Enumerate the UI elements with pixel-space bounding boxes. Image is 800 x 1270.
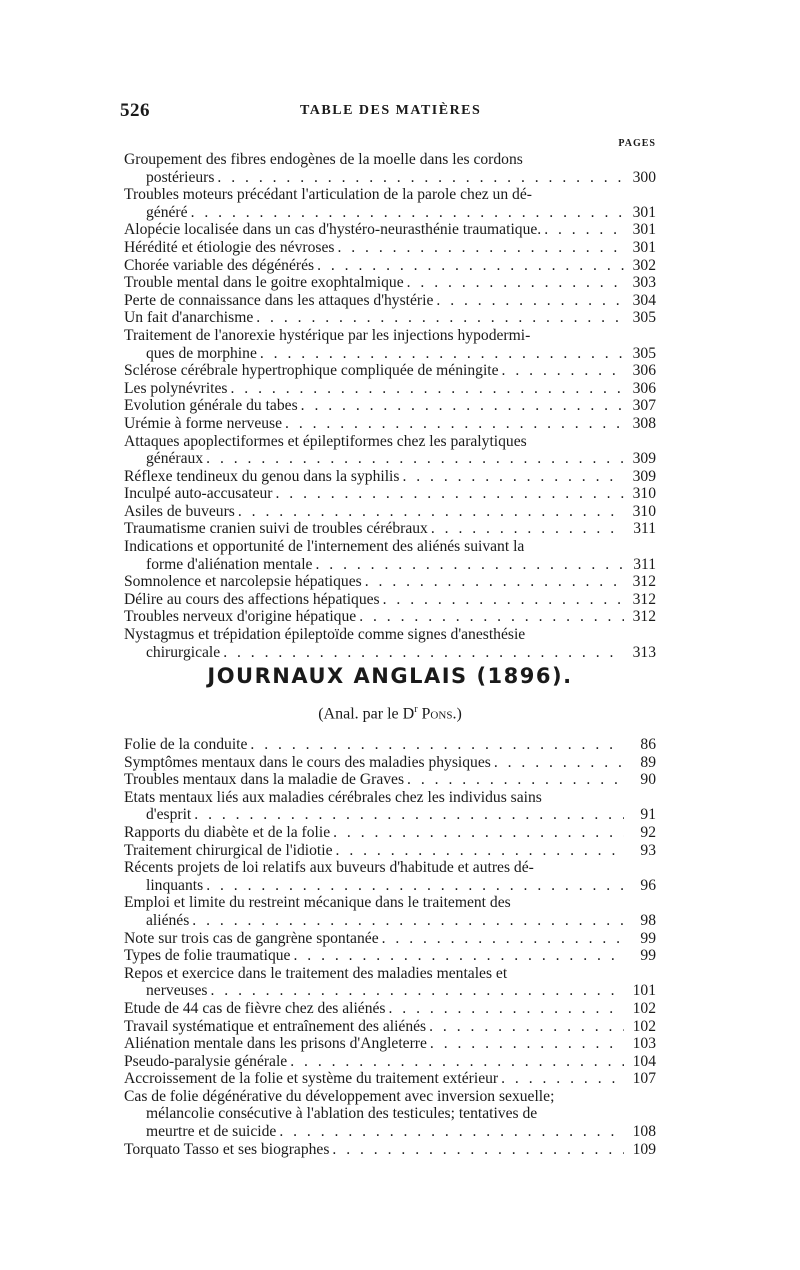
- toc-entry: [124, 380, 656, 398]
- toc-entry: [124, 608, 656, 626]
- toc-entry-title-line: Les polynévrites: [124, 379, 228, 397]
- toc-entry: [124, 754, 656, 772]
- toc-entry-last-line: [124, 257, 656, 275]
- toc-entry-last-line: [124, 292, 656, 310]
- subtitle-author: Pons: [421, 705, 453, 723]
- toc-page-number: 102: [632, 1017, 656, 1035]
- toc-entry: [124, 789, 656, 824]
- table-of-contents-part-1: [124, 151, 656, 661]
- toc-entry-title-line: Cas de folie dégénérative du développement avec inversion sexuelle;: [124, 1087, 555, 1105]
- dot-leader: [312, 556, 624, 574]
- dot-leader: [362, 573, 624, 591]
- toc-entry-last-line: [124, 415, 656, 433]
- dot-leader: [214, 169, 624, 187]
- toc-page-number: 301: [632, 238, 656, 256]
- dot-leader: [427, 1035, 624, 1053]
- toc-entry-last-line: [124, 485, 656, 503]
- toc-entry: [124, 591, 656, 609]
- toc-entry-title-line: meurtre et de suicide: [146, 1123, 277, 1141]
- toc-entry-title-line: Traitement de l'anorexie hystérique par les injections hypodermi-: [124, 326, 531, 344]
- dot-leader: [404, 771, 624, 789]
- toc-entry-title-line: Types de folie traumatique: [124, 947, 291, 965]
- toc-entry: [124, 573, 656, 591]
- toc-entry-title-line: Etats mentaux liés aux maladies cérébrales chez les individus sains: [124, 788, 542, 806]
- page-number: 526: [120, 100, 150, 121]
- toc-entry: [124, 824, 656, 842]
- dot-leader: [541, 221, 624, 239]
- toc-entry-title-line: Traitement chirurgical de l'idiotie: [124, 841, 333, 859]
- toc-entry-title-line: Réflexe tendineux du genou dans la syphilis: [124, 467, 400, 485]
- toc-entry-last-line: [124, 239, 656, 257]
- toc-entry: [124, 894, 656, 929]
- toc-entry-last-line: [124, 345, 656, 363]
- toc-entry-last-line: [124, 397, 656, 415]
- toc-page-number: 92: [640, 823, 656, 841]
- toc-page-number: 303: [632, 274, 656, 292]
- toc-entry: [124, 468, 656, 486]
- toc-entry-title-line: ques de morphine: [146, 344, 257, 362]
- table-of-contents-part-2: [124, 736, 656, 1158]
- toc-page-number: 99: [640, 929, 656, 947]
- toc-entry-title-line: Somnolence et narcolepsie hépatiques: [124, 573, 362, 591]
- dot-leader: [191, 806, 624, 824]
- dot-leader: [276, 1123, 624, 1141]
- toc-page-number: 306: [632, 379, 656, 397]
- toc-entry-last-line: [124, 169, 656, 187]
- toc-entry-title-line: Hérédité et étiologie des névroses: [124, 238, 335, 256]
- toc-entry-last-line: [124, 608, 656, 626]
- toc-entry-title-line: Perte de connaissance dans les attaques d'hystérie: [124, 291, 434, 309]
- section-title: JOURNAUX ANGLAIS (1896).: [207, 664, 573, 688]
- dot-leader: [207, 982, 624, 1000]
- toc-entry-last-line: [124, 362, 656, 380]
- dot-leader: [235, 503, 624, 521]
- toc-entry-last-line: [124, 221, 656, 239]
- toc-entry: [124, 433, 656, 468]
- page-header: [120, 100, 640, 122]
- toc-entry: [124, 626, 656, 661]
- toc-entry-last-line: [124, 520, 656, 538]
- dot-leader: [333, 842, 624, 860]
- dot-leader: [356, 608, 624, 626]
- toc-entry: [124, 1000, 656, 1018]
- dot-leader: [228, 380, 625, 398]
- toc-entry-title-line: Alopécie localisée dans un cas d'hystéro-neurasthénie traumatique.: [124, 221, 542, 239]
- toc-entry-title-line: nerveuses: [146, 982, 208, 1000]
- toc-entry-last-line: [124, 644, 656, 662]
- toc-entry-last-line: [124, 1053, 656, 1071]
- dot-leader: [380, 591, 624, 609]
- toc-page-number: 300: [632, 168, 656, 186]
- toc-page-number: 103: [632, 1035, 656, 1053]
- toc-entry-last-line: [124, 468, 656, 486]
- toc-entry-last-line: [124, 982, 656, 1000]
- toc-entry-last-line: [124, 754, 656, 772]
- toc-page-number: 311: [633, 520, 656, 538]
- toc-entry-last-line: [124, 573, 656, 591]
- toc-entry-title-line: Délire au cours des affections hépatiques: [124, 590, 380, 608]
- toc-entry-last-line: [124, 842, 656, 860]
- toc-page-number: 301: [632, 221, 656, 239]
- toc-entry-title-line: Aliénation mentale dans les prisons d'Angleterre: [124, 1035, 427, 1053]
- toc-entry-last-line: [124, 877, 656, 895]
- toc-page-number: 304: [632, 291, 656, 309]
- toc-entry-last-line: [124, 1035, 656, 1053]
- toc-page-number: 109: [632, 1140, 656, 1158]
- toc-entry-title-line: chirurgicale: [146, 643, 221, 661]
- toc-page-number: 305: [632, 344, 656, 362]
- toc-entry: [124, 397, 656, 415]
- toc-page-number: 309: [632, 450, 656, 468]
- toc-entry: [124, 947, 656, 965]
- toc-entry: [124, 239, 656, 257]
- toc-entry-title-line: Chorée variable des dégénérés: [124, 256, 315, 274]
- toc-entry-last-line: [124, 556, 656, 574]
- toc-entry: [124, 257, 656, 275]
- toc-entry-last-line: [124, 591, 656, 609]
- toc-entry: [124, 292, 656, 310]
- dot-leader: [491, 754, 624, 772]
- toc-page-number: 305: [632, 309, 656, 327]
- toc-entry: [124, 1018, 656, 1036]
- toc-entry: [124, 1035, 656, 1053]
- toc-page-number: 306: [632, 362, 656, 380]
- dot-leader: [314, 257, 624, 275]
- toc-entry-title-line: Rapports du diabète et de la folie: [124, 823, 331, 841]
- toc-page-number: 89: [640, 753, 656, 771]
- toc-entry: [124, 859, 656, 894]
- dot-leader: [203, 450, 624, 468]
- toc-page-number: 302: [632, 256, 656, 274]
- toc-entry-last-line: [124, 947, 656, 965]
- toc-entry-title-line: Evolution générale du tabes: [124, 397, 298, 415]
- pages-column-label: PAGES: [618, 138, 656, 149]
- toc-page-number: 301: [632, 203, 656, 221]
- toc-page-number: 99: [640, 947, 656, 965]
- dot-leader: [404, 274, 624, 292]
- dot-leader: [257, 345, 624, 363]
- dot-leader: [253, 309, 624, 327]
- toc-entry: [124, 503, 656, 521]
- running-title: TABLE DES MATIÈRES: [300, 103, 482, 118]
- toc-entry-title-line: Trouble mental dans le goitre exophtalmique: [124, 274, 404, 292]
- toc-page-number: 311: [633, 555, 656, 573]
- toc-page-number: 102: [632, 999, 656, 1017]
- toc-entry-title-line: postérieurs: [146, 168, 215, 186]
- dot-leader: [499, 362, 624, 380]
- toc-entry-last-line: [124, 1123, 656, 1141]
- toc-entry-last-line: [124, 824, 656, 842]
- toc-page-number: 313: [632, 643, 656, 661]
- dot-leader: [188, 204, 624, 222]
- toc-entry-title-line: Récents projets de loi relatifs aux buveurs d'habitude et autres dé-: [124, 859, 534, 877]
- toc-entry-title-line: Nystagmus et trépidation épileptoïde comme signes d'anesthésie: [124, 626, 526, 644]
- toc-page-number: 312: [632, 590, 656, 608]
- toc-entry-title-line: Attaques apoplectiformes et épileptiformes chez les paralytiques: [124, 432, 527, 450]
- toc-entry-title-line: Troubles mentaux dans la maladie de Graves: [124, 771, 405, 789]
- dot-leader: [379, 930, 624, 948]
- subtitle-suffix: .): [452, 705, 462, 723]
- toc-entry-last-line: [124, 912, 656, 930]
- toc-entry-last-line: [124, 771, 656, 789]
- toc-entry-title-line: Folie de la conduite: [124, 736, 248, 753]
- dot-leader: [189, 912, 624, 930]
- toc-entry-title-line: Troubles moteurs précédant l'articulation de la parole chez un dé-: [124, 186, 532, 204]
- toc-entry-title-line: Un fait d'anarchisme: [124, 309, 254, 327]
- toc-entry-title-line: Accroissement de la folie et système du traitement extérieur: [124, 1070, 499, 1088]
- dot-leader: [329, 1141, 624, 1159]
- toc-entry: [124, 771, 656, 789]
- toc-entry-last-line: [124, 736, 656, 754]
- dot-leader: [433, 292, 624, 310]
- dot-leader: [330, 824, 624, 842]
- toc-entry: [124, 221, 656, 239]
- dot-leader: [282, 415, 624, 433]
- dot-leader: [298, 397, 624, 415]
- toc-page-number: 86: [640, 736, 656, 753]
- toc-page-number: 104: [632, 1052, 656, 1070]
- toc-entry-title-line: Travail systématique et entraînement des aliénés: [124, 1017, 427, 1035]
- toc-page-number: 93: [640, 841, 656, 859]
- toc-entry-title-line: Pseudo-paralysie générale: [124, 1052, 288, 1070]
- toc-entry-title-line: Groupement des fibres endogènes de la moelle dans les cordons: [124, 151, 523, 168]
- toc-entry-title-line: Urémie à forme nerveuse: [124, 414, 283, 432]
- toc-entry-last-line: [124, 380, 656, 398]
- toc-entry-last-line: [124, 930, 656, 948]
- subtitle-superscript: r: [414, 704, 418, 715]
- dot-leader: [273, 485, 625, 503]
- dot-leader: [498, 1070, 624, 1088]
- toc-page-number: 91: [640, 806, 656, 824]
- toc-page-number: 108: [632, 1123, 656, 1141]
- toc-entry: [124, 309, 656, 327]
- toc-page-number: 101: [632, 982, 656, 1000]
- toc-entry-title-line: Emploi et limite du restreint mécanique dans le traitement des: [124, 894, 511, 912]
- toc-entry: [124, 362, 656, 380]
- toc-entry-title-line: Sclérose cérébrale hypertrophique compliquée de méningite: [124, 362, 499, 380]
- toc-entry: [124, 151, 656, 186]
- toc-entry-title-line: aliénés: [146, 911, 190, 929]
- toc-page-number: 98: [640, 911, 656, 929]
- toc-entry: [124, 186, 656, 221]
- toc-entry: [124, 1141, 656, 1159]
- subtitle-prefix: (Anal. par le D: [318, 705, 415, 723]
- toc-entry: [124, 538, 656, 573]
- toc-entry-title-line: Troubles nerveux d'origine hépatique: [124, 608, 357, 626]
- toc-entry-title-line: Indications et opportunité de l'internement des aliénés suivant la: [124, 538, 525, 556]
- toc-page-number: 309: [632, 467, 656, 485]
- dot-leader: [290, 947, 624, 965]
- toc-entry-last-line: [124, 274, 656, 292]
- toc-entry: [124, 930, 656, 948]
- toc-entry-title-line: Symptômes mentaux dans le cours des maladies physiques: [124, 753, 491, 771]
- toc-page-number: 307: [632, 397, 656, 415]
- toc-entry: [124, 415, 656, 433]
- toc-entry: [124, 274, 656, 292]
- toc-entry-last-line: [124, 1141, 656, 1159]
- section-subtitle: [124, 704, 656, 723]
- toc-page-number: 310: [632, 485, 656, 503]
- toc-entry-title-line: Traumatisme cranien suivi de troubles cérébraux: [124, 520, 428, 538]
- toc-entry-last-line: [124, 1018, 656, 1036]
- toc-entry-title-line: Torquato Tasso et ses biographes: [124, 1140, 330, 1158]
- toc-entry-last-line: [124, 1070, 656, 1088]
- dot-leader: [203, 877, 624, 895]
- toc-page-number: 308: [632, 414, 656, 432]
- toc-page-number: 312: [632, 608, 656, 626]
- toc-entry-title-line: Asiles de buveurs: [124, 502, 235, 520]
- dot-leader: [247, 736, 624, 754]
- toc-entry: [124, 1070, 656, 1088]
- toc-entry: [124, 965, 656, 1000]
- toc-entry: [124, 520, 656, 538]
- toc-page-number: 310: [632, 502, 656, 520]
- toc-entry-title-line: Note sur trois cas de gangrène spontanée: [124, 929, 379, 947]
- toc-entry-title-line: d'esprit: [146, 806, 192, 824]
- toc-entry-last-line: [124, 309, 656, 327]
- toc-page-number: 312: [632, 573, 656, 591]
- dot-leader: [334, 239, 624, 257]
- toc-entry: [124, 1088, 656, 1141]
- toc-entry-title-line: généraux: [146, 450, 204, 468]
- dot-leader: [399, 468, 624, 486]
- toc-entry-last-line: [124, 450, 656, 468]
- toc-page-number: 90: [640, 771, 656, 789]
- toc-entry-last-line: [124, 503, 656, 521]
- toc-entry: [124, 485, 656, 503]
- toc-entry-last-line: [124, 806, 656, 824]
- dot-leader: [386, 1000, 625, 1018]
- toc-entry-title-line: généré: [146, 203, 188, 221]
- toc-page-number: 107: [632, 1070, 656, 1088]
- toc-entry-title-line: Inculpé auto-accusateur: [124, 485, 273, 503]
- toc-entry-title-line: linquants: [146, 876, 204, 894]
- toc-entry-title-line: mélancolie consécutive à l'ablation des testicules; tentatives de: [146, 1105, 538, 1123]
- dot-leader: [287, 1053, 624, 1071]
- toc-entry: [124, 327, 656, 362]
- toc-entry-last-line: [124, 1000, 656, 1018]
- toc-page-number: 96: [640, 876, 656, 894]
- dot-leader: [426, 1018, 624, 1036]
- toc-entry-title-line: forme d'aliénation mentale: [146, 555, 313, 573]
- toc-entry: [124, 1053, 656, 1071]
- toc-entry-title-line: Repos et exercice dans le traitement des maladies mentales et: [124, 964, 508, 982]
- dot-leader: [220, 644, 624, 662]
- toc-entry: [124, 842, 656, 860]
- toc-entry-title-line: Etude de 44 cas de fièvre chez des aliénés: [124, 999, 386, 1017]
- toc-entry-last-line: [124, 204, 656, 222]
- toc-entry: [124, 736, 656, 754]
- dot-leader: [428, 520, 624, 538]
